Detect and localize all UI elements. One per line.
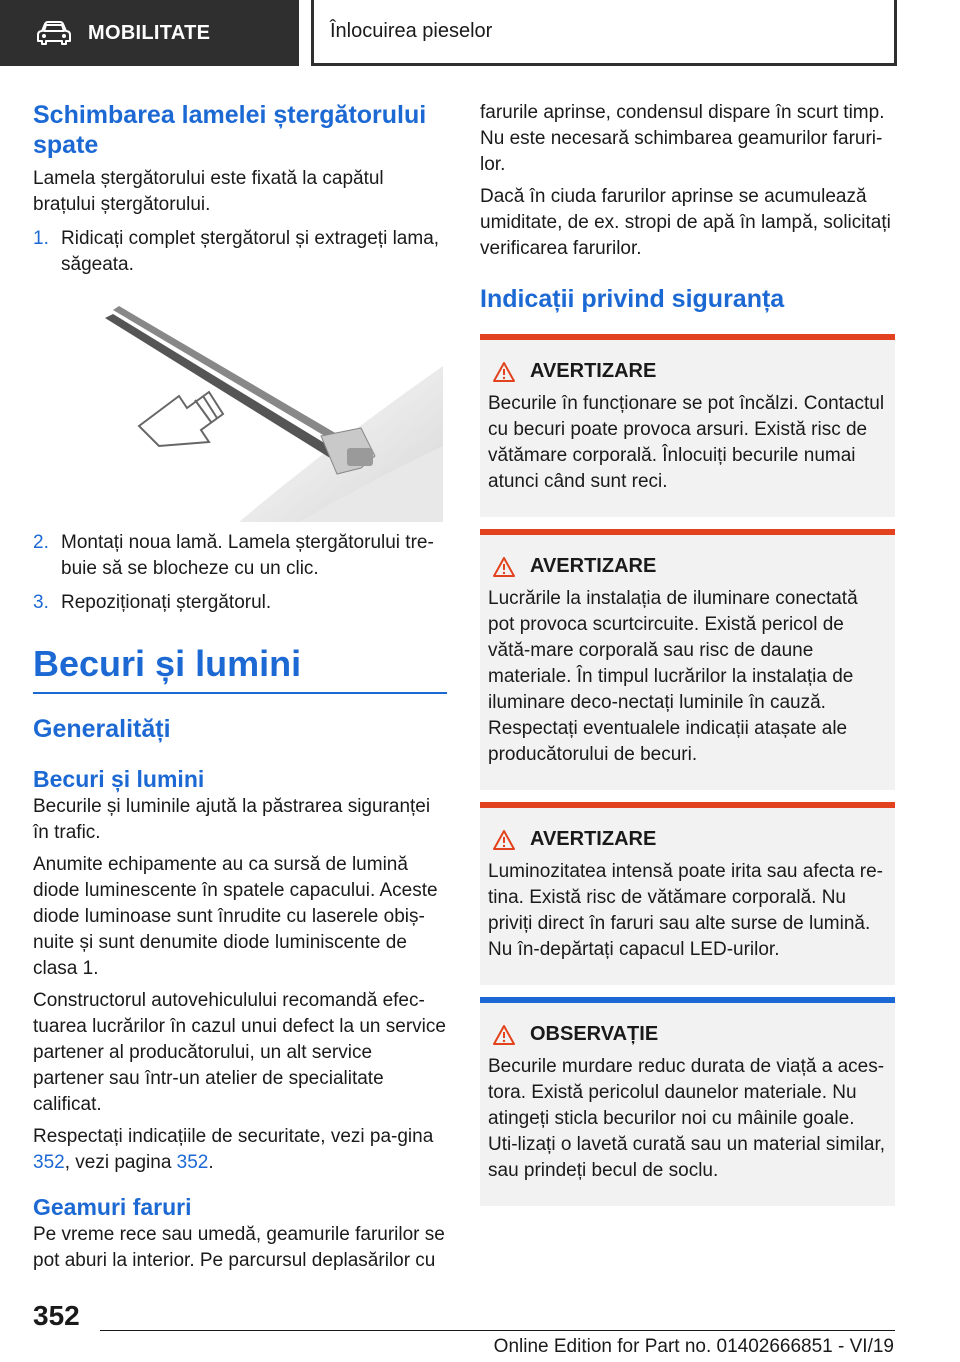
- warning-triangle-icon: [492, 361, 516, 383]
- general-heading: Generalități: [33, 715, 171, 743]
- warning-title: AVERTIZARE: [530, 360, 657, 382]
- note-text: Becurile murdare reduc durata de viață a aces-tora. Există pericolul daunelor materiale. Nu atingeți sticla becurilor noi cu mâinile goale. Uti-lizați o lavetă curată sau un material similar, sau prindeți becul de soclu.: [488, 1056, 886, 1181]
- bulbs-subheading: Becuri și lumini: [33, 766, 205, 792]
- step-number: 2.: [33, 532, 49, 553]
- warning-text: Lucrările la instalația de iluminare conectată pot provoca scurtcircuite. Există pericol de vătă-mare corporală sau risc de daune materiale. În timpul lucrărilor la instalația de iluminare deco-nectați luminile în cauză. Respectați eventualele indicații atașate ale producătorului de becuri.: [488, 588, 858, 765]
- wiper-steps-cont: [33, 530, 447, 616]
- step-item: [33, 590, 447, 616]
- right-column: [480, 100, 895, 1206]
- warning-box: [480, 334, 895, 517]
- warning-triangle-icon: [492, 1024, 516, 1046]
- warning-box: [480, 802, 895, 985]
- page-link[interactable]: 352: [176, 1152, 209, 1173]
- step-text: Montați noua lamă. Lamela ștergătorului tre-buie să se blocheze cu un clic.: [61, 532, 434, 579]
- page-number: 352: [33, 1300, 80, 1331]
- warning-title: AVERTIZARE: [530, 555, 657, 577]
- bulbs-para-3: Constructorul autovehiculului recomandă efec-tuarea lucrărilor în cazul unui defect la un service partener al producătorului, un alt service partener sau într-un atelier de specialitate calificat.: [33, 990, 446, 1115]
- humidity-para: Dacă în ciuda farurilor aprinse se acumulează umiditate, de ex. stropi de apă în lampă, solicitați verificarea farurilor.: [480, 186, 891, 259]
- note-box: [480, 997, 895, 1206]
- step-number: 1.: [33, 228, 49, 249]
- safety-heading: Indicații privind siguranța: [480, 285, 785, 313]
- glass-heading: Geamuri faruri: [33, 1194, 192, 1220]
- note-title: OBSERVAȚIE: [530, 1023, 659, 1045]
- wiper-steps: [33, 226, 447, 278]
- glass-para: Pe vreme rece sau umedă, geamurile farurilor se pot aburi la interior. Pe parcursul deplasărilor cu: [33, 1224, 445, 1271]
- footer-rule: [100, 1330, 895, 1331]
- page-link[interactable]: 352: [33, 1152, 65, 1173]
- car-icon: [36, 21, 72, 45]
- step-text: Repoziționați ștergătorul.: [61, 592, 272, 613]
- warning-triangle-icon: [492, 829, 516, 851]
- chapter-tab: [311, 0, 897, 66]
- wiper-illustration: [99, 296, 443, 522]
- warning-text: Becurile în funcționare se pot încălzi. Contactul cu becuri poate provoca arsuri. Există risc de vătămare corporală. Înlocuiți becurile numai atunci când sunt reci.: [488, 393, 885, 492]
- warning-triangle-icon: [492, 556, 516, 578]
- step-number: 3.: [33, 592, 49, 613]
- bulbs-para-1: Becurile și luminile ajută la păstrarea siguranței în trafic.: [33, 796, 431, 843]
- bulbs-title: Becuri și lumini: [33, 642, 447, 694]
- step-item: [33, 226, 447, 278]
- condensation-para: farurile aprinse, condensul dispare în scurt timp. Nu este necesară schimbarea geamurilor faruri-lor.: [480, 102, 885, 175]
- warning-box: [480, 529, 895, 790]
- step-item: [33, 530, 447, 582]
- footer-edition: Online Edition for Part no. 01402666851 - VI/19: [493, 1336, 894, 1357]
- warning-text: Luminozitatea intensă poate irita sau afecta re-tina. Există risc de vătămare corporală. Nu priviți direct în faruri sau alte surse de lumină. Nu în-depărtați capacul LED-urilor.: [488, 861, 884, 960]
- left-column: [33, 100, 447, 1274]
- section-tab[interactable]: [0, 0, 299, 66]
- chapter-title: Înlocuirea pieselor: [330, 20, 493, 42]
- wiper-intro: Lamela ștergătorului este fixată la capătul brațului ștergătorului.: [33, 168, 384, 215]
- section-title: MOBILITATE: [88, 21, 211, 44]
- warning-title: AVERTIZARE: [530, 828, 657, 850]
- bulbs-para-2: Anumite echipamente au ca sursă de lumină diode luminescente în spatele capacului. Aceste diode luminoase sunt înrudite cu laserele obiș-nuite și sunt denumite diode luminiscente de clasa 1.: [33, 854, 438, 979]
- wiper-heading: Schimbarea lamelei ștergătorului spate: [33, 101, 427, 159]
- step-text: Ridicați complet ștergătorul și extrageți lama, săgeata.: [61, 228, 440, 275]
- safety-reference: Respectați indicațiile de securitate, vezi pa-gina 352, vezi pagina 352.: [33, 1126, 434, 1173]
